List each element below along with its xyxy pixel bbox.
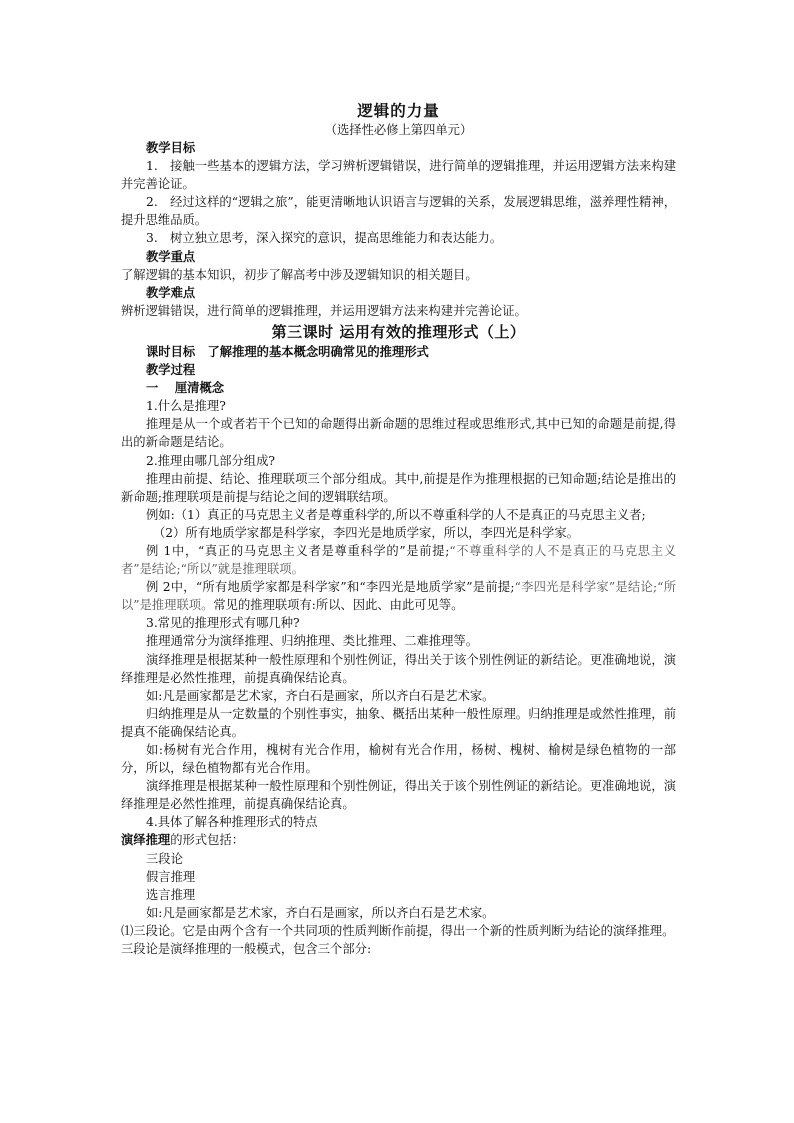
- section-heading: 一 厘清概念: [146, 380, 225, 396]
- question-4: 4.具体了解各种推理形式的特点: [146, 815, 318, 830]
- difficulties-text: 辨析逻辑错误，进行简单的逻辑推理，并运用逻辑方法来构建并完善论证。: [121, 303, 527, 318]
- question-2: 2.推理由哪几部分组成?: [146, 453, 275, 468]
- objective-item-3: 3. 树立独立思考，深入探究的意识，提高思维能力和表达能力。: [146, 231, 503, 246]
- lesson-title: 第三课时 运用有效的推理形式（上）: [271, 322, 526, 341]
- document-title: 逻辑的力量: [357, 101, 440, 120]
- forms-heading-rest: 的形式包括：: [170, 833, 244, 848]
- key-points-heading: 教学重点: [146, 248, 196, 264]
- ex2-premise: 例 2中，“所有地质学家都是科学家”和“李四光是地质学家”是前提;: [146, 580, 515, 595]
- forms-heading: [121, 831, 676, 849]
- process-heading: 教学过程: [146, 362, 196, 378]
- question-1: 1.什么是推理?: [146, 399, 226, 414]
- example-intro: 例如:（1）真正的马克思主义者是尊重科学的,所以不尊重科学的人不是真正的马克思主义者;: [146, 507, 646, 522]
- form-item-3: 选言推理: [146, 887, 196, 902]
- document-body: [121, 100, 676, 958]
- forms-example: 如:凡是画家都是艺术家，齐白石是画家，所以齐白石是艺术家。: [146, 905, 495, 920]
- key-points-text: 了解逻辑的基本知识，初步了解高考中涉及逻辑知识的相关题目。: [121, 267, 478, 282]
- example-2: （2）所有地质学家都是科学家，李四光是地质学家，所以，李四光是科学家。: [153, 525, 579, 540]
- syllogism-definition: ⑴三段论。它是由两个含有一个共同项的性质判断作前提，得出一个新的性质判断为结论的演绎推理。: [121, 923, 675, 938]
- ex1-connective: “所以”就是推理联项。: [180, 562, 304, 577]
- example-2-analysis: [121, 578, 676, 614]
- ex2-connective: “所以”是推理联项。: [121, 580, 676, 613]
- ex2-common-connectives: 常见的推理联项有:所以、因此、由此可见等。: [213, 598, 464, 613]
- ex1-premise: 例 1中，“真正的马克思主义者是尊重科学的”是前提;: [146, 543, 450, 558]
- answer-3: 推理通常分为演绎推理、归纳推理、类比推理、二难推理等。: [146, 634, 479, 649]
- form-item-2: 假言推理: [146, 869, 196, 884]
- answer-1: 推理是从一个或者若干个已知的命题得出新命题的思维过程或思维形式,其中已知的命题是前提,得出的新命题是结论。: [121, 417, 676, 450]
- deductive-definition-repeat: 演绎推理是根据某种一般性原理和个别性例证，得出关于该个别性例证的新结论。更准确地说，演绎推理是必然性推理，前提真确保结论真。: [121, 779, 676, 812]
- answer-2: 推理由前提、结论、推理联项三个部分组成。其中,前提是作为推理根据的已知命题;结论是推出的新命题;推理联项是前提与结论之间的逻辑联结项。: [121, 471, 676, 504]
- ex2-conclusion: “李四光是科学家”是结论;: [514, 580, 658, 595]
- lesson-goal: 课时目标 了解推理的基本概念明确常见的推理形式: [146, 343, 429, 359]
- objective-item-1: 1. 接触一些基本的逻辑方法，学习辨析逻辑错误，进行简单的逻辑推理，并运用逻辑方法来构建并完善论证。: [121, 159, 676, 192]
- question-3: 3.常见的推理形式有哪几种?: [146, 616, 300, 631]
- ex1-conclusion: “不尊重科学的人不是真正的马克思主义者”是结论;: [121, 543, 676, 577]
- inductive-example: 如:杨树有光合作用，槐树有光合作用，榆树有光合作用，杨树、槐树、榆树是绿色植物的一部分，所以，绿色植物都有光合作用。: [121, 743, 676, 776]
- deductive-example: 如:凡是画家都是艺术家，齐白石是画家，所以齐白石是艺术家。: [146, 688, 495, 703]
- inductive-definition: 归纳推理是从一定数量的个别性事实，抽象、概括出某种一般性原理。归纳推理是或然性推理，前提真不能确保结论真。: [121, 706, 676, 739]
- forms-heading-bold: 演绎推理: [121, 832, 171, 848]
- syllogism-structure: 三段论是演绎推理的一般模式，包含三个部分:: [121, 942, 372, 957]
- deductive-definition: 演绎推理是根据某种一般性原理和个别性例证，得出关于该个别性例证的新结论。更准确地说，演绎推理是必然性推理，前提真确保结论真。: [121, 652, 676, 685]
- objective-item-2: 2. 经过这样的“逻辑之旅”，能更清晰地认识语言与逻辑的关系，发展逻辑思维，滋养理性精神，提升思维品质。: [121, 195, 676, 228]
- form-item-1: 三段论: [146, 851, 183, 866]
- document-subtitle: （选择性必修上第四单元）: [324, 123, 473, 137]
- objectives-heading: 教学目标: [146, 140, 196, 155]
- difficulties-heading: 教学难点: [146, 284, 196, 300]
- example-1-analysis: [121, 542, 676, 578]
